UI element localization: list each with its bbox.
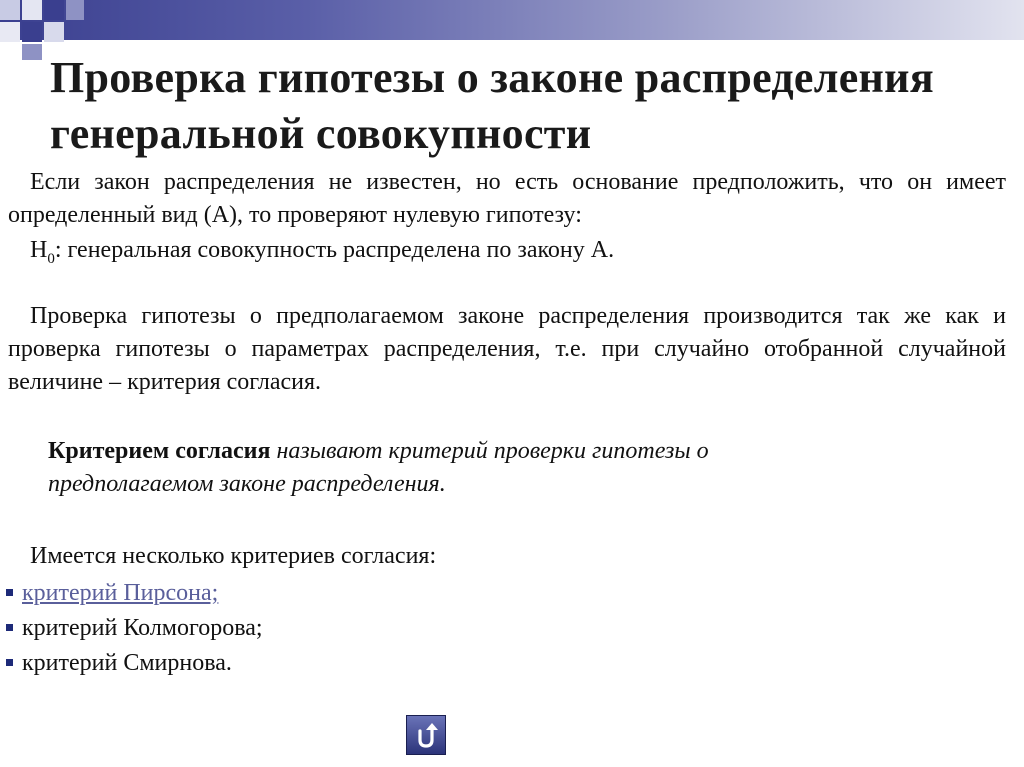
paragraph-method-text: Проверка гипотезы о предполагаемом законе распределения производится так же как и проверка гипотезы о параметрах распределения, т.е. при случайно отобранной случайной величине – критерия согласия. bbox=[8, 303, 1006, 395]
paragraph-method bbox=[8, 300, 1006, 399]
bullet-square-icon bbox=[6, 624, 13, 631]
pearson-criterion-link[interactable]: критерий Пирсона; bbox=[22, 580, 219, 606]
kolmogorov-criterion: критерий Колмогорова; bbox=[22, 615, 263, 641]
decor-square bbox=[22, 0, 42, 20]
definition-term: Критерием согласия bbox=[48, 438, 271, 464]
bullet-square-icon bbox=[6, 659, 13, 666]
null-hypothesis bbox=[30, 234, 614, 276]
list-item bbox=[6, 576, 263, 611]
h0-symbol: H bbox=[30, 237, 48, 263]
decor-square bbox=[0, 22, 20, 42]
criteria-intro: Имеется несколько критериев согласия: bbox=[30, 543, 437, 569]
paragraph-hypothesis bbox=[8, 166, 1006, 232]
back-navigation-button[interactable] bbox=[406, 715, 446, 755]
paragraph-hypothesis-text: Если закон распределения не известен, но есть основание предположить, что он имеет определенный вид (А), то проверяют нулевую гипотезу: bbox=[8, 169, 1006, 228]
criteria-list bbox=[6, 576, 263, 681]
header-gradient-band bbox=[0, 0, 1024, 40]
decor-square bbox=[66, 0, 84, 20]
decor-square bbox=[44, 22, 64, 42]
decor-square bbox=[0, 0, 20, 20]
h0-text: : генеральная совокупность распределена по закону А. bbox=[54, 237, 615, 263]
decor-square bbox=[22, 22, 42, 42]
u-turn-back-arrow-icon bbox=[411, 720, 441, 750]
decor-square bbox=[22, 44, 42, 60]
definition-text: называют критерий проверки гипотезы о предполагаемом законе распределения. bbox=[48, 438, 709, 497]
bullet-square-icon bbox=[6, 589, 13, 596]
slide-title: Проверка гипотезы о законе распределения генеральной совокупности bbox=[50, 53, 934, 158]
list-item bbox=[6, 611, 263, 646]
list-item bbox=[6, 646, 263, 681]
h0-subscript: 0 bbox=[47, 250, 55, 267]
smirnov-criterion: критерий Смирнова. bbox=[22, 650, 232, 676]
decor-square bbox=[44, 0, 64, 20]
definition-block bbox=[48, 435, 838, 501]
